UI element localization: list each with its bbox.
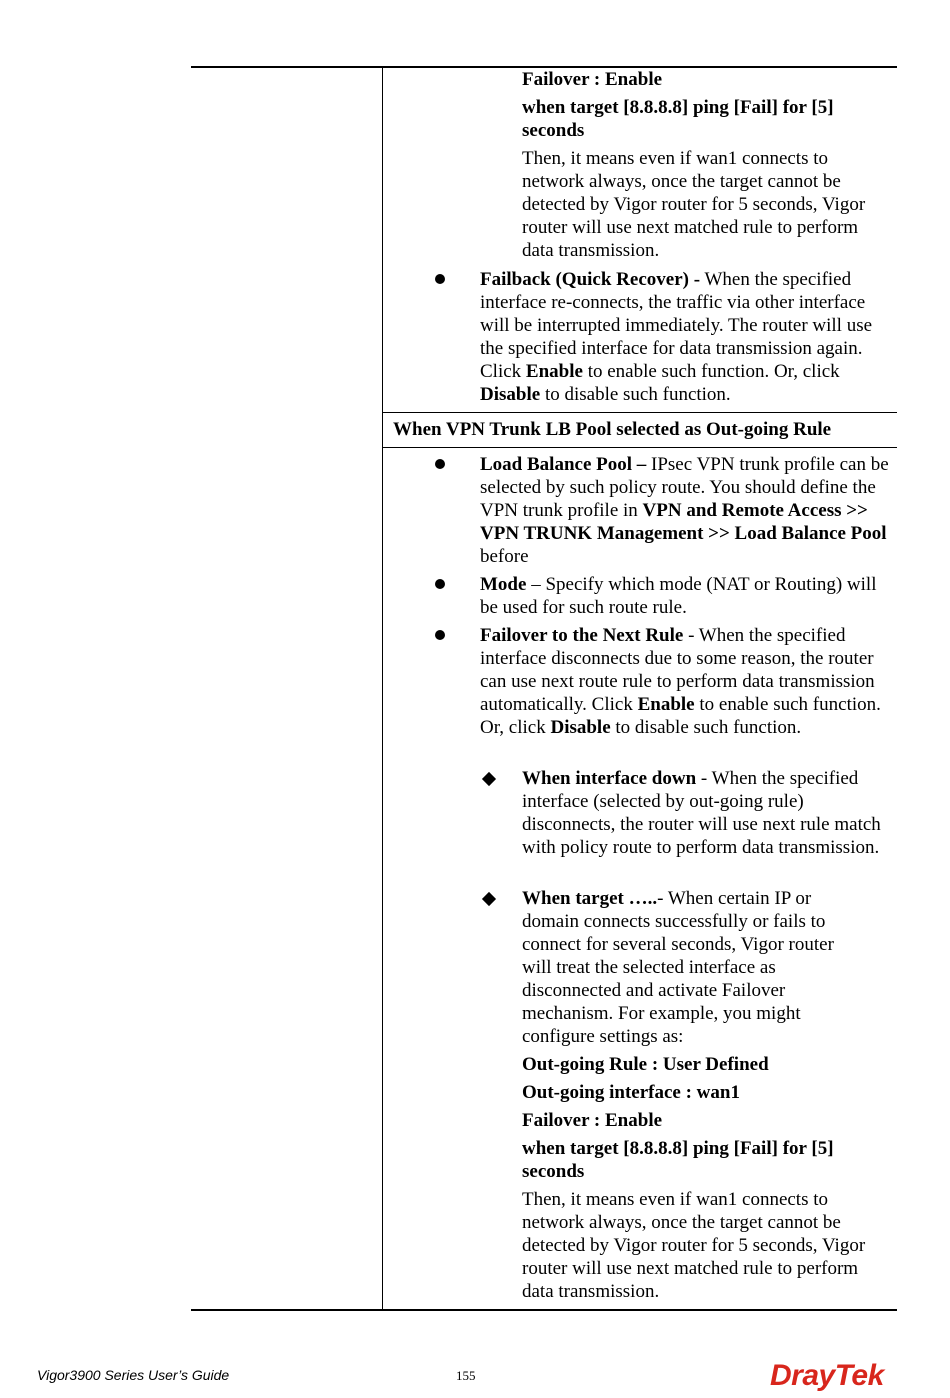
example-explanation: Then, it means even if wan1 connects to network always, once the target cannot be detected by Vigor router for 5 seconds, Vigor router will use next matched rule to perform data transmission. [522,148,866,261]
bullet-icon [435,579,445,589]
when-target-text: - When certain IP or domain connects successfully or fails to connect for several seconds, Vigor router will treat the selected interface as disconnected and activate Failover mechanism. For example, you might configure settings as: [522,888,834,1047]
load-balance-item [480,453,890,568]
failback-item [480,268,890,406]
target-setting: when target [8.8.8.8] ping [Fail] for [5] seconds [522,1138,834,1182]
mode-title: Mode [480,574,527,595]
interface-down-text: - When the specified interface (selected by out-going rule) disconnects, the router will use next rule match with policy route to perform data transmission. [522,768,881,858]
failover-next-text: to disable such function. [610,717,802,738]
failover-next-text: to enable such function. Or, click [480,694,881,738]
bullet-icon [435,459,445,469]
row-divider [382,412,897,413]
draytek-logo: DrayTek [770,1359,884,1392]
disable-term: Disable [480,384,541,405]
failback-title: Failback (Quick Recover) - [480,269,701,290]
page-number: 155 [456,1368,476,1383]
failover-next-title: Failover to the Next Rule [480,625,684,646]
when-target-item [522,887,862,1048]
outgoing-rule-setting: Out-going Rule : User Defined [522,1054,769,1075]
section-header [393,418,893,441]
row-divider [382,447,897,448]
outgoing-interface-setting: Out-going interface : wan1 [522,1082,740,1103]
disable-term: Disable [550,717,611,738]
example-explanation: Then, it means even if wan1 connects to network always, once the target cannot be detected by Vigor router for 5 seconds, Vigor router will use next matched rule to perform data transmission. [522,1189,866,1302]
failback-text: When the specified interface re-connects, the traffic via other interface will be interrupted immediately. The router will use the specified interface for data transmission again. Click [480,269,873,382]
enable-term: Enable [637,694,695,715]
target-setting: when target [8.8.8.8] ping [Fail] for [5] seconds [522,97,834,141]
bullet-icon [435,274,445,284]
enable-term: Enable [525,361,583,382]
mode-text: – Specify which mode (NAT or Routing) will be used for such route rule. [480,574,877,618]
interface-down-item [522,767,892,859]
interface-down-title: When interface down [522,768,697,789]
mode-item [480,573,890,619]
failback-text: to enable such function. Or, click [582,361,840,382]
menu-path: VPN and Remote Access >> VPN TRUNK Management >> Load Balance Pool [480,500,887,544]
when-target-title: When target ….. [522,888,658,909]
section-header-text: When VPN Trunk LB Pool selected as Out-going Rule [393,419,832,440]
column-divider [382,68,383,1309]
load-balance-title: Load Balance Pool – [480,454,647,475]
load-balance-text: before [480,546,529,567]
guide-title: Vigor3900 Series User’s Guide [37,1367,230,1383]
failover-next-item [480,624,890,739]
bullet-icon [435,630,445,640]
top-example-block [522,68,892,262]
failover-setting: Failover : Enable [522,69,663,90]
failback-text: to disable such function. [540,384,731,405]
failover-setting: Failover : Enable [522,1110,663,1131]
example-settings [522,1053,892,1303]
failover-next-text: - When the specified interface disconnects due to some reason, the router can use next route rule to perform data transmission automatically. Click [480,625,875,715]
load-balance-text: IPsec VPN trunk profile can be selected by such policy route. You should define the VPN trunk profile in [480,454,889,521]
